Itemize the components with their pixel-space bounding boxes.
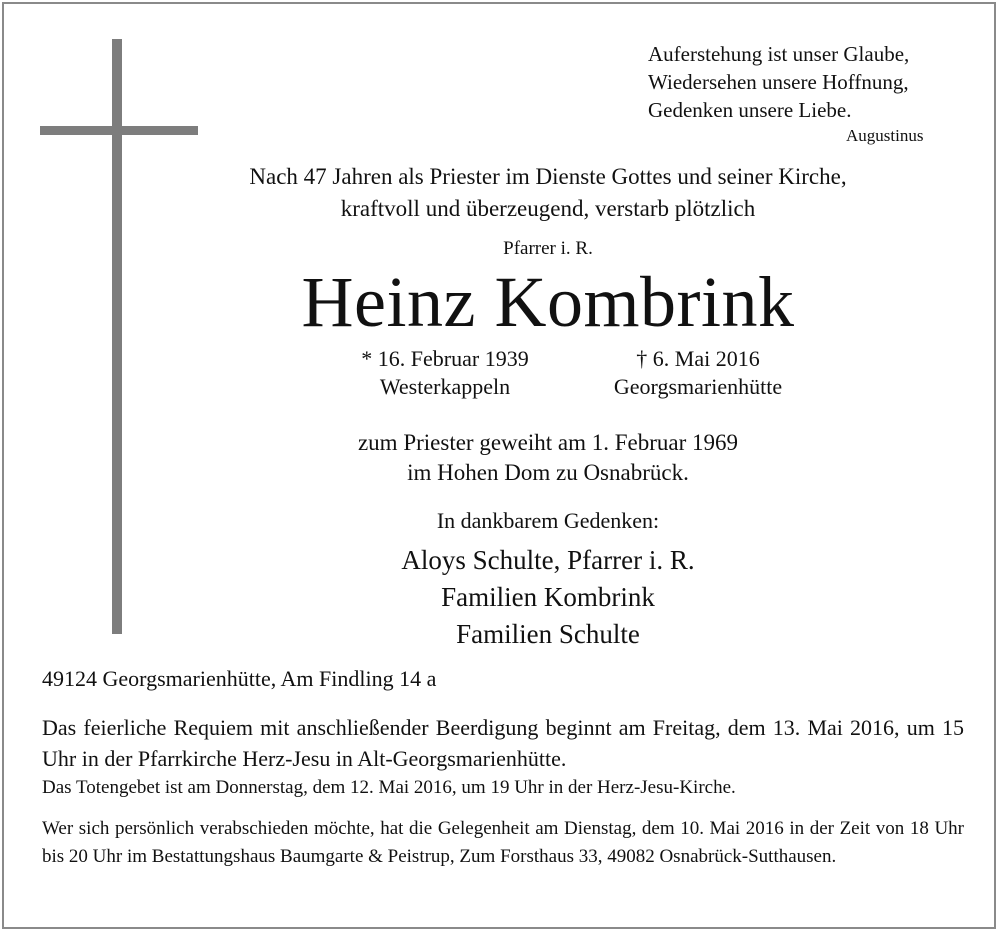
death-place: Georgsmarienhütte [613, 374, 783, 399]
quote-line: Auferstehung ist unser Glaube, [648, 42, 910, 66]
mourner-name: Familien Schulte [456, 619, 640, 649]
death-info [578, 345, 818, 401]
mourners-heading: In dankbarem Gedenken: [436, 508, 660, 533]
deceased-name: Heinz Kombrink [301, 262, 795, 342]
quote-line: Wiedersehen unsere Hoffnung, [648, 70, 909, 94]
intro-line: Nach 47 Jahren als Priester im Dienste Gottes und seiner Kirche, [249, 164, 847, 189]
deceased-title: Pfarrer i. R. [503, 238, 593, 259]
ordination-text [48, 428, 1000, 488]
quote [648, 40, 909, 124]
mourner-name: Aloys Schulte, Pfarrer i. R. [401, 545, 695, 575]
quote-author: Augustinus [846, 126, 924, 145]
mourner-name: Familien Kombrink [441, 582, 655, 612]
ordination-line: im Hohen Dom zu Osnabrück. [407, 460, 689, 485]
cross-horizontal-beam [40, 126, 198, 135]
intro-text [48, 161, 1000, 225]
family-address: 49124 Georgsmarienhütte, Am Findling 14 a [42, 666, 437, 691]
prayer-notice: Das Totengebet ist am Donnerstag, dem 12. Mai 2016, um 19 Uhr in der Herz-Jesu-Kirche. [42, 777, 736, 798]
quote-line: Gedenken unsere Liebe. [648, 98, 852, 122]
birth-info [325, 345, 565, 401]
birth-date: * 16. Februar 1939 [361, 346, 529, 371]
intro-line: kraftvoll und überzeugend, verstarb plötzlich [340, 196, 756, 221]
death-date: † 6. Mai 2016 [636, 346, 760, 371]
ordination-line: zum Priester geweiht am 1. Februar 1969 [357, 430, 739, 455]
farewell-notice: Wer sich persönlich verabschieden möchte, hat die Gelegenheit am Dienstag, dem 10. Mai 2016 in der Zeit von 18 Uhr bis 20 Uhr im Bestattungshaus Baumgarte & Peistrup, Zum Forsthaus 33, 49082 Osnabrück-Sutthausen. [42, 818, 964, 867]
requiem-notice: Das feierliche Requiem mit anschließender Beerdigung beginnt am Freitag, dem 13. Mai 2016, um 15 Uhr in der Pfarrkirche Herz-Jesu in Alt-Georgsmarienhütte. [42, 715, 964, 771]
birth-place: Westerkappeln [379, 374, 511, 399]
